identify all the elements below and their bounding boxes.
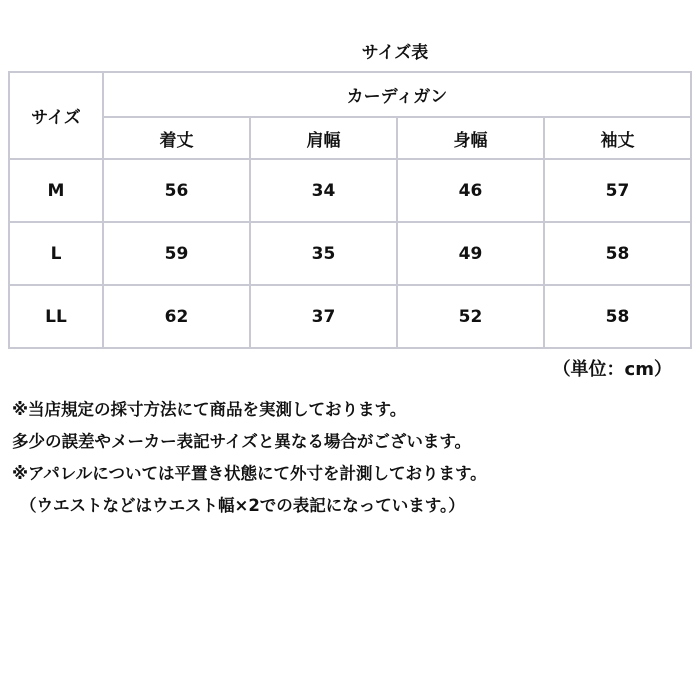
table-cell: 34: [250, 159, 397, 222]
table-row: [9, 222, 691, 285]
unit-note: （単位：cm）: [552, 359, 672, 380]
measurement-header-row: [9, 117, 691, 159]
table-cell: 57: [544, 159, 691, 222]
table-row: [9, 285, 691, 348]
table-cell: 56: [103, 159, 250, 222]
size-label: L: [9, 222, 103, 285]
note-line: 多少の誤差やメーカー表記サイズと異なる場合がございます。: [12, 432, 472, 451]
table-cell: 52: [397, 285, 544, 348]
notes: [12, 394, 487, 522]
size-label: M: [9, 159, 103, 222]
table-row: [9, 159, 691, 222]
page-title: サイズ表: [361, 43, 429, 63]
table-cell: 62: [103, 285, 250, 348]
note-line: ※アパレルについては平置き状態にて外寸を計測しております。: [12, 464, 487, 483]
note-line: （ウエストなどはウエスト幅×2での表記になっています。）: [20, 496, 465, 515]
table-cell: 46: [397, 159, 544, 222]
size-label: LL: [9, 285, 103, 348]
table-cell: 37: [250, 285, 397, 348]
column-header-shoulder: 肩幅: [250, 117, 397, 159]
table-cell: 58: [544, 285, 691, 348]
table-cell: 58: [544, 222, 691, 285]
table-header-row: [9, 72, 691, 117]
garment-header: カーディガン: [103, 72, 691, 117]
column-header-length: 着丈: [103, 117, 250, 159]
table-cell: 59: [103, 222, 250, 285]
size-column-header: サイズ: [9, 72, 103, 159]
column-header-sleeve: 袖丈: [544, 117, 691, 159]
column-header-width: 身幅: [397, 117, 544, 159]
table-cell: 49: [397, 222, 544, 285]
size-table: [8, 71, 692, 349]
note-line: ※当店規定の採寸方法にて商品を実測しております。: [12, 400, 407, 419]
table-cell: 35: [250, 222, 397, 285]
